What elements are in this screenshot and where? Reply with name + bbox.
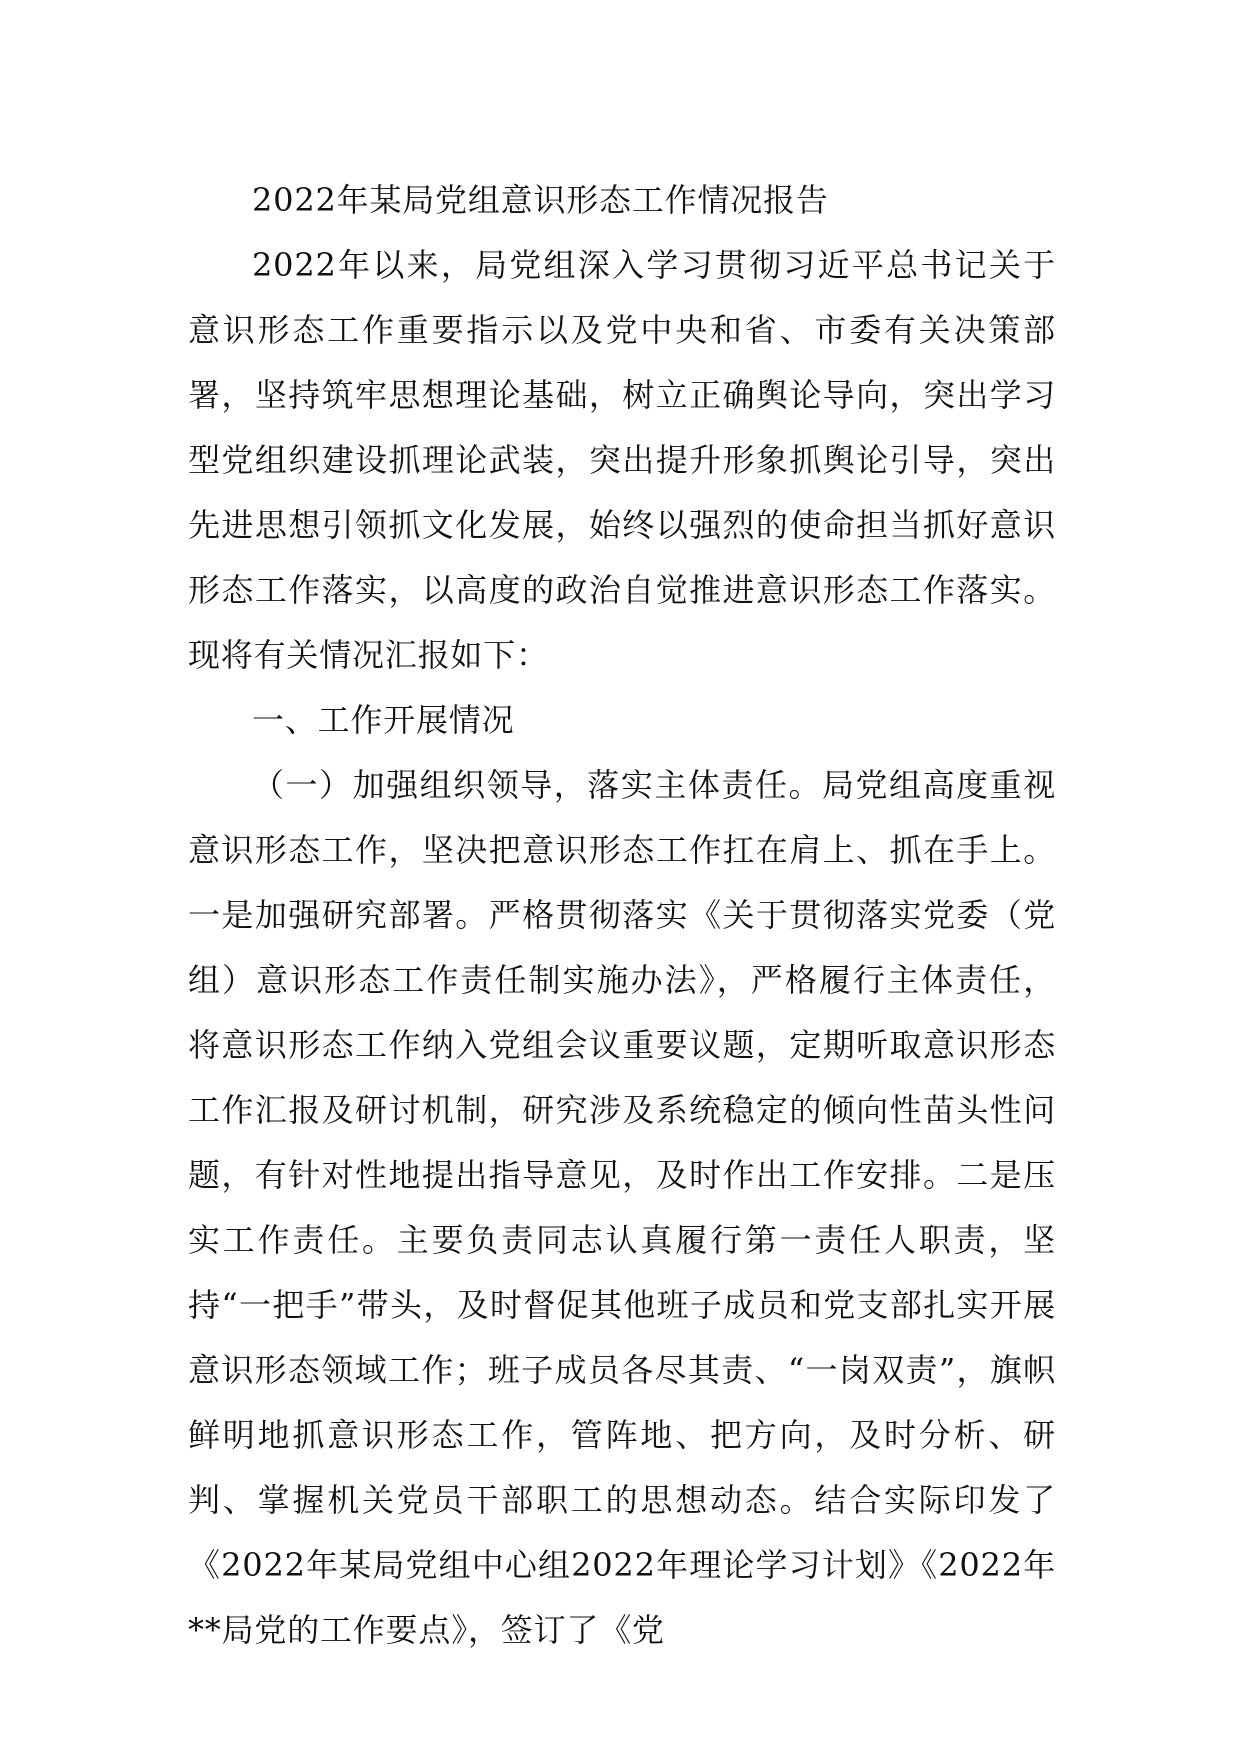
intro-paragraph: 2022年以来，局党组深入学习贯彻习近平总书记关于意识形态工作重要指示以及党中央和省、市委有关决策部署，坚持筑牢思想理论基础，树立正确舆论导向，突出学习型党组织建设抓理论武装，突出提升形象抓舆论引导，突出先进思想引领抓文化发展，始终以强烈的使命担当抓好意识形态工作落实，以高度的政治自觉推进意识形态工作落实。现将有关情况汇报如下： [188, 246, 1056, 674]
document-title: 2022年某局党组意识形态工作情况报告 [252, 181, 829, 219]
section-heading: 一、工作开展情况 [252, 701, 515, 739]
document-body [188, 168, 1056, 1663]
section-paragraph: （一）加强组织领导，落实主体责任。局党组高度重视意识形态工作，坚决把意识形态工作扛在肩上、抓在手上。一是加强研究部署。严格贯彻落实《关于贯彻落实党委（党组）意识形态工作责任制实施办法》，严格履行主体责任，将意识形态工作纳入党组会议重要议题，定期听取意识形态工作汇报及研讨机制，研究涉及系统稳定的倾向性苗头性问题，有针对性地提出指导意见，及时作出工作安排。二是压实工作责任。主要负责同志认真履行第一责任人职责，坚持“一把手”带头，及时督促其他班子成员和党支部扎实开展意识形态领域工作；班子成员各尽其责、“一岗双责”，旗帜鲜明地抓意识形态工作，管阵地、把方向，及时分析、研判、掌握机关党员干部职工的思想动态。结合实际印发了《2022年某局党组中心组2022年理论学习计划》《2022年**局党的工作要点》，签订了《党 [188, 766, 1056, 1649]
